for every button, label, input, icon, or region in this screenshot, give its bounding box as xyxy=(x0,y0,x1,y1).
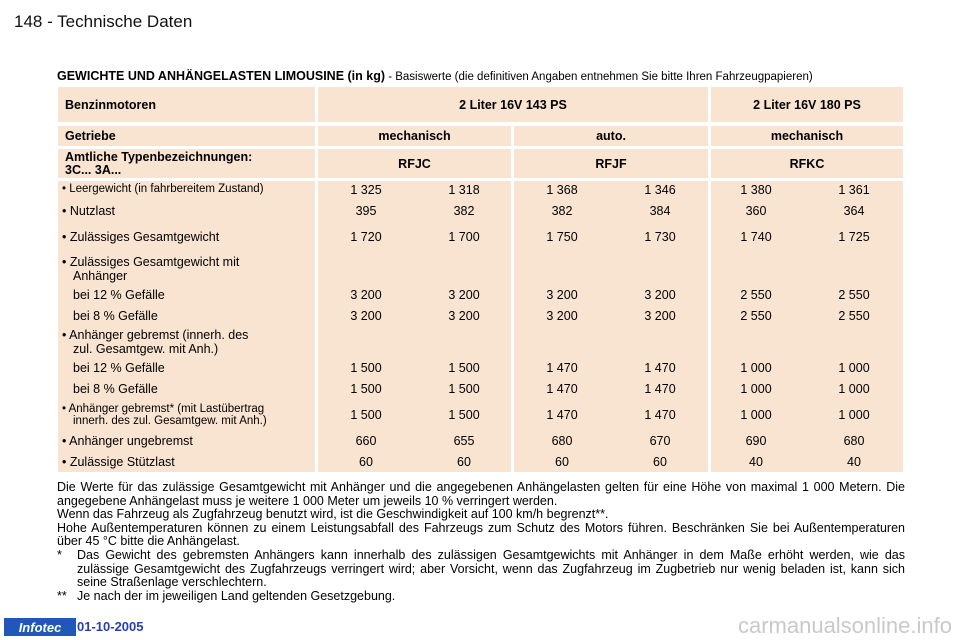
footnote-2-text: Je nach der im jeweiligen Land geltenden Gesetzgebung. xyxy=(77,588,396,603)
table-cell: 395 xyxy=(355,204,377,218)
table-cell: 2 550 xyxy=(838,309,870,323)
table-cell: 3 200 xyxy=(644,288,676,302)
table-cell: 3 200 xyxy=(350,309,382,323)
note-temperature: Hohe Außentemperaturen können zu einem Leistungsabfall des Fahrzeugs zum Schutz des Motors führen. Beschränken Sie bei Außentemperaturen über 45 °C bitte die Anhängelast. xyxy=(57,520,905,549)
col-group-2-bg xyxy=(514,181,708,472)
row-label-text: bei 12 % Gefälle xyxy=(73,361,165,375)
table-cell: 2 550 xyxy=(740,309,772,323)
row-label-text: • Zulässiges Gesamtgewicht xyxy=(62,230,220,244)
row-label-text-cont: Anhänger xyxy=(73,269,128,283)
watermark: carmanualsonline.info xyxy=(737,613,952,638)
gear-manual-a: mechanisch xyxy=(318,126,511,146)
row-label-text: bei 8 % Gefälle xyxy=(73,382,158,396)
col-group-3-bg xyxy=(711,181,903,472)
col-group-1-bg xyxy=(318,181,511,472)
row-label xyxy=(58,361,315,375)
table-cell: 1 500 xyxy=(448,361,480,375)
type-rfjc: RFJC xyxy=(318,149,511,178)
table-cell: 60 xyxy=(653,455,667,469)
footer-date: 01-10-2005 xyxy=(77,619,144,634)
table-cell: 1 000 xyxy=(838,361,870,375)
table-cell: 1 470 xyxy=(644,382,676,396)
section-title-main: GEWICHTE UND ANHÄNGELASTEN LIMOUSINE (in kg) xyxy=(57,69,386,83)
row-label xyxy=(58,455,315,469)
table-cell: 2 550 xyxy=(740,288,772,302)
table-cell: 3 200 xyxy=(350,288,382,302)
label-column-bg xyxy=(58,181,315,472)
row-label xyxy=(58,255,315,283)
table-cell: 2 550 xyxy=(838,288,870,302)
table-cell: 1 500 xyxy=(350,408,382,422)
table-cell: 655 xyxy=(453,434,475,448)
type-label xyxy=(58,149,315,178)
table-cell: 1 368 xyxy=(546,183,578,197)
table-cell: 1 361 xyxy=(838,183,870,197)
table-cell: 1 740 xyxy=(740,230,772,244)
row-label xyxy=(58,328,315,356)
table-cell: 1 500 xyxy=(448,382,480,396)
table-cell: 1 000 xyxy=(740,361,772,375)
table-cell: 1 500 xyxy=(350,361,382,375)
table-cell: 1 700 xyxy=(448,230,480,244)
page-title: 148 - Technische Daten xyxy=(14,12,193,31)
table-cell: 670 xyxy=(649,434,671,448)
table-cell: 660 xyxy=(355,434,377,448)
row-label-text: • Nutzlast xyxy=(62,204,116,218)
table-cell: 364 xyxy=(843,204,865,218)
table-cell: 690 xyxy=(745,434,767,448)
type-rfkc: RFKC xyxy=(711,149,903,178)
table-cell: 382 xyxy=(453,204,475,218)
gear-manual-b: mechanisch xyxy=(711,126,903,146)
row-label xyxy=(58,434,315,448)
footnote-1-mark: * xyxy=(57,547,62,562)
table-cell: 382 xyxy=(551,204,573,218)
footnote-1 xyxy=(57,549,905,590)
row-label-text: bei 12 % Gefälle xyxy=(73,288,165,302)
engine-a: 2 Liter 16V 143 PS xyxy=(318,87,708,122)
note-altitude: Die Werte für das zulässige Gesamtgewicht mit Anhänger und die angegebenen Anhängelasten gelten für eine Höhe von maximal 1 000 Metern. Die angegebene Anhängelast muss je weitere 1 000 Meter um jeweils 10 % verringert werden. xyxy=(57,480,905,508)
table-cell: 1 318 xyxy=(448,183,480,197)
table-cell: 1 470 xyxy=(644,361,676,375)
table-cell: 1 470 xyxy=(546,361,578,375)
table-cell: 3 200 xyxy=(546,288,578,302)
table-cell: 3 200 xyxy=(644,309,676,323)
row-label-text: • Anhänger gebremst (innerh. des xyxy=(62,328,249,342)
row-label xyxy=(58,382,315,396)
section-title xyxy=(57,67,813,85)
table-cell: 40 xyxy=(847,455,861,469)
table-cell: 1 380 xyxy=(740,183,772,197)
row-label-text: • Zulässiges Gesamtgewicht mit xyxy=(62,255,240,269)
table-cell: 1 725 xyxy=(838,230,870,244)
row-label-text: bei 8 % Gefälle xyxy=(73,309,158,323)
footnote-1-text: Das Gewicht des gebremsten Anhängers kann innerhalb des zulässigen Gesamtgewichts mit Anhänger in dem Maße erhöht werden, wie das zulässige Gesamtgewicht des Zugfahrzeugs verringert wird; aber Vorsicht, wenn das Zugfahrzeug im Zugbetrieb nur wenig beladen ist, kann sich seine Straßenlage verschlechtern. xyxy=(77,547,905,590)
row-label xyxy=(58,403,315,427)
type-label-line1: Amtliche Typenbezeichnungen: xyxy=(65,149,253,164)
table-cell: 1 720 xyxy=(350,230,382,244)
table-cell: 1 470 xyxy=(546,408,578,422)
infotec-logo: Infotec xyxy=(4,618,76,636)
table-cell: 1 000 xyxy=(838,382,870,396)
table-cell: 1 750 xyxy=(546,230,578,244)
footnote-2-mark: ** xyxy=(57,588,67,603)
gear-auto: auto. xyxy=(514,126,708,146)
notes xyxy=(57,481,905,603)
type-label-line2: 3C... 3A... xyxy=(65,162,122,177)
table-cell: 360 xyxy=(745,204,767,218)
section-title-note: - Basiswerte (die definitiven Angaben entnehmen Sie bitte Ihren Fahrzeugpapieren) xyxy=(385,71,813,83)
engine-b: 2 Liter 16V 180 PS xyxy=(711,87,903,122)
table-cell: 384 xyxy=(649,204,671,218)
table-cell: 1 000 xyxy=(740,382,772,396)
table-cell: 60 xyxy=(359,455,373,469)
table-cell: 1 325 xyxy=(350,183,382,197)
table-cell: 1 000 xyxy=(740,408,772,422)
table-cell: 1 470 xyxy=(546,382,578,396)
table-cell: 3 200 xyxy=(546,309,578,323)
row-label-text: • Anhänger ungebremst xyxy=(62,434,193,448)
table-cell: 680 xyxy=(551,434,573,448)
row-label xyxy=(58,230,315,244)
note-speed: Wenn das Fahrzeug als Zugfahrzeug benutzt wird, ist die Geschwindigkeit auf 100 km/h begrenzt**. xyxy=(57,507,609,522)
table-cell: 60 xyxy=(555,455,569,469)
table-cell: 60 xyxy=(457,455,471,469)
row-label-text: • Zulässige Stützlast xyxy=(62,455,175,469)
row-label-text-cont: zul. Gesamtgew. mit Anh.) xyxy=(73,342,219,356)
engine-label: Benzinmotoren xyxy=(58,87,315,122)
row-label xyxy=(58,288,315,302)
row-label-text: • Anhänger gebremst* (mit Lastübertrag xyxy=(62,403,265,415)
table-cell: 3 200 xyxy=(448,309,480,323)
table-cell: 1 730 xyxy=(644,230,676,244)
table-cell: 1 346 xyxy=(644,183,676,197)
table-cell: 3 200 xyxy=(448,288,480,302)
row-label xyxy=(58,204,315,218)
table-cell: 40 xyxy=(749,455,763,469)
table-cell: 680 xyxy=(843,434,865,448)
row-label-text: • Leergewicht (in fahrbereitem Zustand) xyxy=(62,183,264,195)
gear-label: Getriebe xyxy=(58,126,315,146)
type-rfjf: RFJF xyxy=(514,149,708,178)
row-label xyxy=(58,183,315,195)
footnote-2 xyxy=(57,590,905,604)
table-cell: 1 500 xyxy=(350,382,382,396)
row-label xyxy=(58,309,315,323)
table-cell: 1 500 xyxy=(448,408,480,422)
table-cell: 1 000 xyxy=(838,408,870,422)
table-cell: 1 470 xyxy=(644,408,676,422)
row-label-text-cont: innerh. des zul. Gesamtgew. mit Anh.) xyxy=(73,415,267,427)
